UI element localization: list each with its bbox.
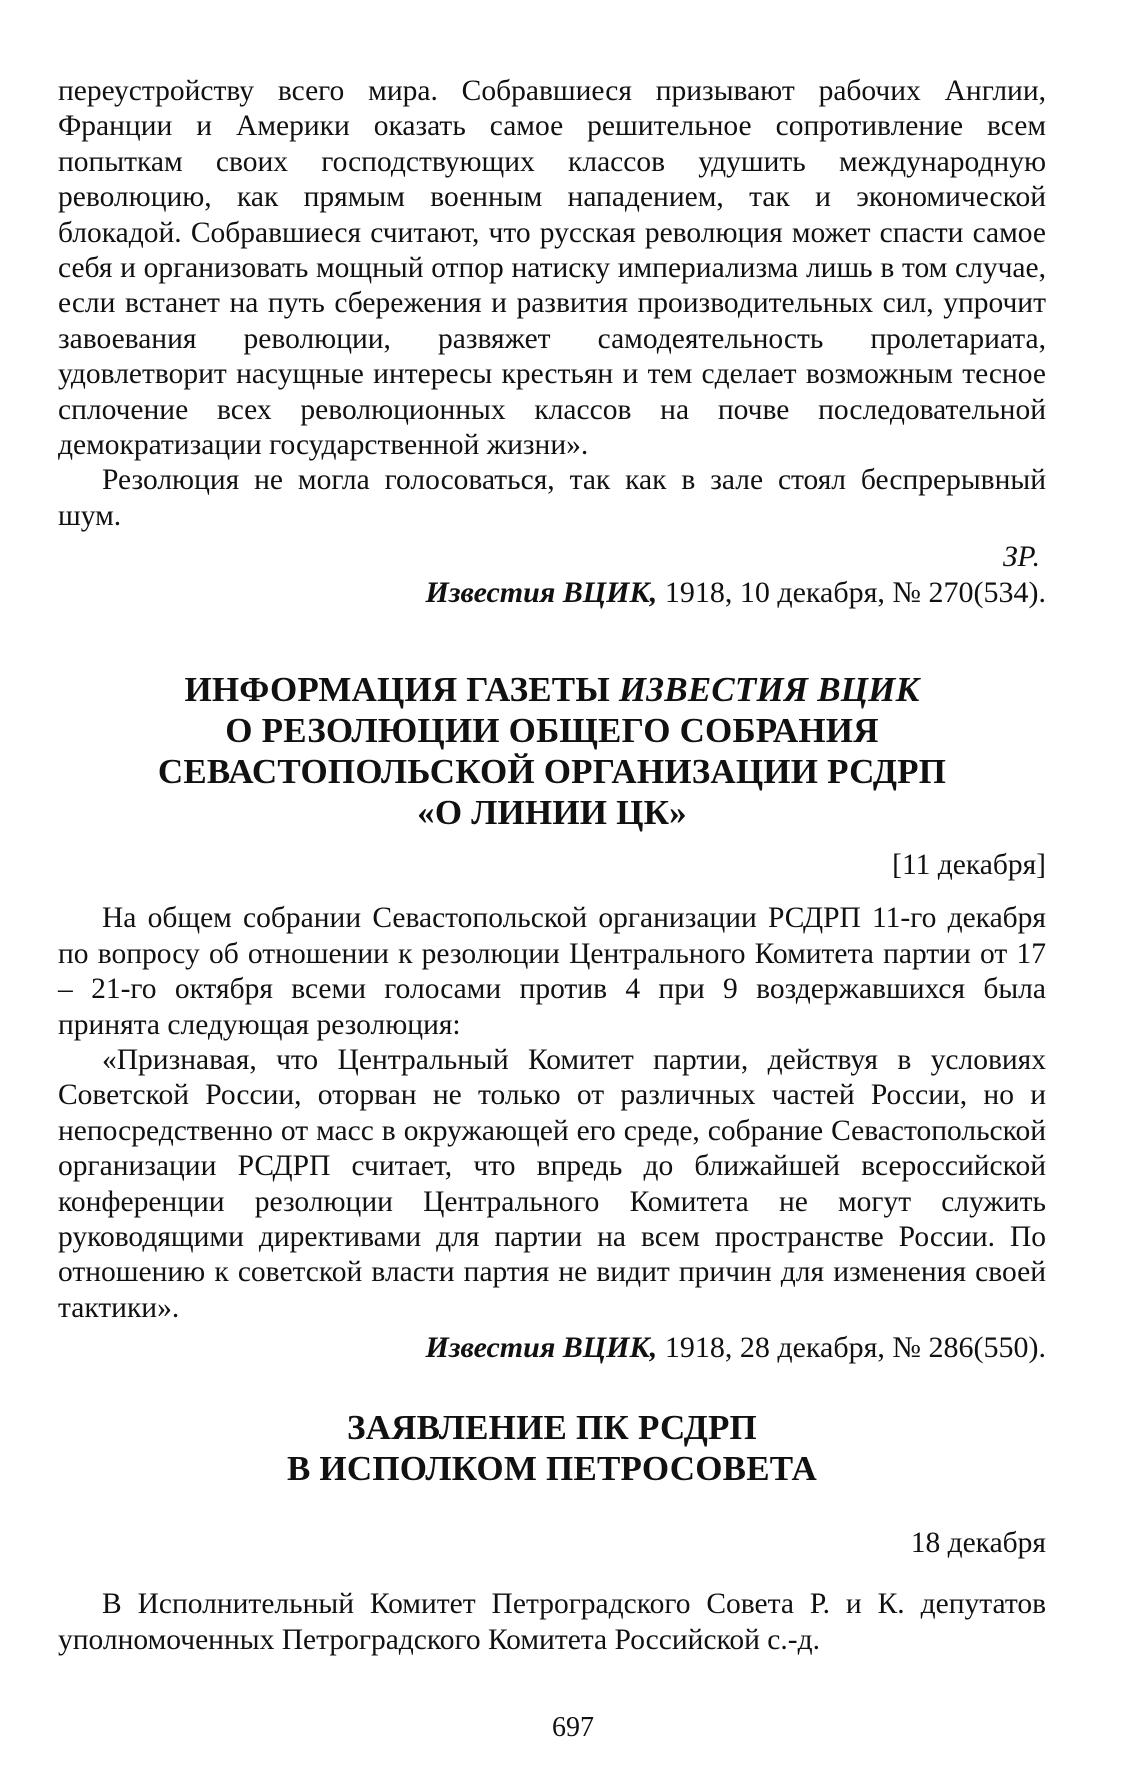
page-number: 697	[552, 1712, 594, 1743]
source-details: 1918, 10 декабря, № 270(534).	[664, 576, 1046, 610]
section-paragraph-2: «Признавая, что Центральный Комитет партии, действуя в условиях Советской России, оторван не только от различных частей России, но и непосредственно от масс в окружающей его среде, собрание Севастопольской организации РСДРП считает, что впредь до ближайшей всероссийской конференции резолюции Центрального Комитета не могут служить руководящими директивами для партии на всем пространстве России. По отношению к советской власти партия не видит причин для изменения своей тактики».	[58, 1043, 1046, 1324]
source-citation-2	[58, 1330, 1046, 1366]
section-title-line-2: О РЕЗОЛЮЦИИ ОБЩЕГО СОБРАНИЯ	[225, 710, 879, 750]
section-title-line-2: В ИСПОЛКОМ ПЕТРОСОВЕТА	[286, 1448, 818, 1488]
source-title: Известия ВЦИК,	[425, 576, 658, 610]
source-details: 1918, 28 декабря, № 286(550).	[664, 1331, 1046, 1365]
section-paragraph-1: На общем собрании Севастопольской организации РСДРП 11-го декабря по вопросу об отношении к резолюции Центрального Комитета партии от 17 – 21-го октября всеми голосами против 4 при 9 воздержавшихся была принята следующая резолюция:	[58, 902, 1046, 1041]
section-paragraph-1: В Исполнительный Комитет Петроградского Совета Р. и К. депутатов уполномоченных Петроградского Комитета Российской с.-д.	[58, 1588, 1046, 1656]
section-information-body	[58, 848, 1046, 1366]
source-title: Известия ВЦИК,	[425, 1331, 658, 1365]
continuation-paragraph: переустройству всего мира. Собравшиеся призывают рабочих Англии, Франции и Америки оказать самое решительное сопротивление всем попыткам своих господствующих классов удушить международную революцию, как прямым военным нападением, так и экономической блокадой. Собравшиеся считают, что русская революция может спасти самое себя и организовать мощный отпор натиску империализма лишь в том случае, если встанет на путь сбережения и развития производительных сил, упрочит завоевания революции, развяжет самодеятельность пролетариата, удовлетворит насущные интересы крестьян и тем сделает возможным тесное сплочение всех революционных классов на почве последовательной демократизации государственной жизни».	[58, 75, 1046, 461]
section-title-line-4: «О ЛИНИИ ЦК»	[417, 792, 687, 832]
continuation-block	[58, 74, 1046, 611]
section-information-heading	[58, 670, 1046, 834]
section-title-line-3: СЕВАСТОПОЛЬСКОЙ ОРГАНИЗАЦИИ РСДРП	[157, 751, 947, 791]
section-title-line-1: ЗАЯВЛЕНИЕ ПК РСДРП	[347, 1408, 757, 1447]
section-title-prefix: ИНФОРМАЦИЯ ГАЗЕТЫ	[184, 670, 619, 709]
section-title-line-1	[58, 670, 1046, 711]
section-statement-body	[58, 1526, 1046, 1658]
section-date: 18 декабря	[910, 1527, 1046, 1559]
source-citation-1	[58, 575, 1046, 611]
section-statement-heading	[58, 1408, 1046, 1490]
section-title-italic: ИЗВЕСТИЯ ВЦИК	[618, 670, 920, 709]
section-date: [11 декабря]	[892, 849, 1046, 881]
signature: ЗР.	[1002, 541, 1040, 574]
continuation-paragraph-2: Резолюция не могла голосоваться, так как в зале стоял беспрерывный шум.	[58, 464, 1046, 532]
